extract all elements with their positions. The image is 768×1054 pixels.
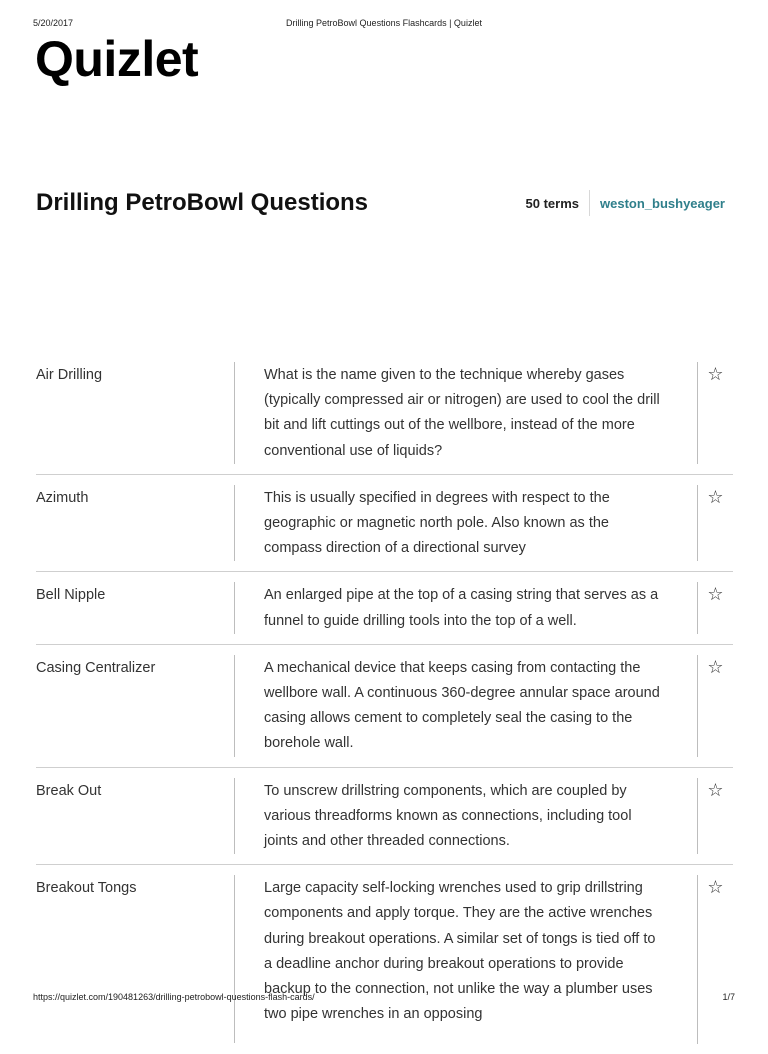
card-term: Breakout Tongs — [36, 880, 137, 897]
print-date: 5/20/2017 — [33, 18, 74, 28]
star-outline-icon[interactable]: ☆ — [707, 584, 724, 605]
terms-count: 50 terms — [525, 195, 579, 211]
print-footer — [33, 992, 735, 1006]
star-outline-icon[interactable]: ☆ — [707, 779, 724, 800]
star-cell — [697, 485, 733, 562]
card-term: Casing Centralizer — [36, 659, 156, 676]
star-cell — [697, 582, 733, 633]
set-title: Drilling PetroBowl Questions — [36, 189, 369, 216]
card-definition: An enlarged pipe at the top of a casing string that serves as a funnel to guide drilling tools into the top of a well. — [234, 582, 697, 633]
print-page-title: Drilling PetroBowl Questions Flashcards | Quizlet — [286, 18, 482, 28]
card-definition: This is usually specified in degrees with respect to the geographic or magnetic north pole. Also known as the compass direction of a directional survey — [234, 485, 697, 562]
flashcard-row — [36, 362, 733, 475]
page-number: 1/7 — [722, 992, 735, 1002]
card-definition: What is the name given to the technique whereby gases (typically compressed air or nitrogen) are used to cool the drill bit and lift cuttings out of the wellbore, instead of the more conventional use of liquids? — [234, 362, 697, 464]
star-cell — [697, 362, 733, 464]
flashcard-list — [36, 362, 733, 1054]
flashcard-row — [36, 572, 733, 644]
star-outline-icon[interactable]: ☆ — [707, 656, 724, 677]
card-term: Azimuth — [36, 489, 89, 506]
flashcard-row — [36, 865, 733, 1054]
card-definition: Large capacity self-locking wrenches used to grip drillstring components and apply torque. They are the active wrenches during breakout operations. A similar set of tongs is tied off to a deadline anchor during breakout operations to provide backup to the connection, not unlike the way a plumber uses two pipe wrenches in an opposing — [234, 875, 697, 1043]
card-definition: A mechanical device that keeps casing from contacting the wellbore wall. A continuous 360-degree annular space around casing allows cement to completely seal the casing to the borehole wall. — [234, 655, 697, 757]
quizlet-logo[interactable]: Quizlet — [35, 31, 199, 87]
star-cell — [697, 875, 733, 1044]
print-url: https://quizlet.com/190481263/drilling-petrobowl-questions-flash-cards/ — [33, 992, 315, 1002]
card-term: Air Drilling — [36, 367, 103, 383]
set-meta — [526, 190, 725, 216]
card-term: Break Out — [36, 782, 102, 799]
star-cell — [697, 655, 733, 757]
star-outline-icon[interactable]: ☆ — [707, 877, 724, 898]
flashcard-row — [36, 768, 733, 866]
flashcard-row — [36, 475, 733, 573]
card-term: Bell Nipple — [36, 587, 106, 604]
star-outline-icon[interactable]: ☆ — [707, 486, 724, 507]
card-definition: To unscrew drillstring components, which are coupled by various threadforms known as connections, including tool joints and other threaded connections. — [234, 778, 697, 855]
star-cell — [697, 778, 733, 855]
star-outline-icon[interactable]: ☆ — [707, 364, 724, 384]
author-link[interactable]: weston_bushyeager — [600, 195, 725, 211]
flashcard-row — [36, 645, 733, 768]
